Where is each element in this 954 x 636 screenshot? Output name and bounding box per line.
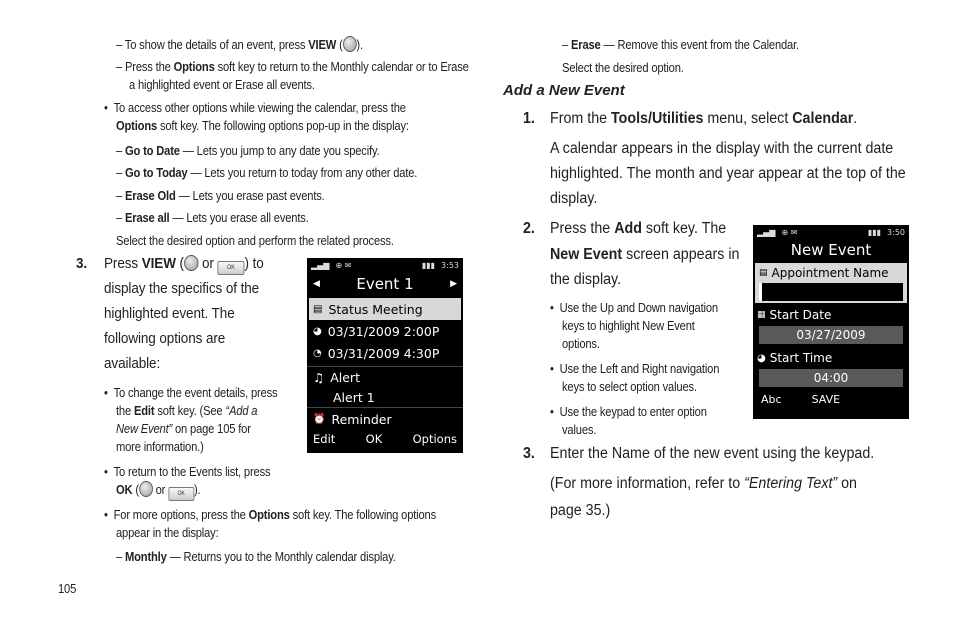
event-title: Event 1 (356, 275, 414, 293)
bullet-keypad: • Use the keypad to enter option (550, 404, 707, 419)
bullet-keypad-line2: values. (562, 422, 597, 437)
left-arrow-icon[interactable]: ◀ (313, 279, 320, 289)
bullet-access-options: • To access other options while viewing the calendar, press the (104, 100, 406, 115)
ok-key-icon: OK (168, 487, 194, 501)
start-time-label: ◕ Start Time (757, 351, 833, 365)
select-desired-option: Select the desired option. (562, 60, 684, 75)
softkey-ok[interactable]: OK (365, 432, 383, 446)
opt-go-to-today: – Go to Today — Lets you return to today from any other date. (116, 165, 418, 180)
step-3b-para-line2: page 35.) (550, 502, 611, 519)
row-end-datetime[interactable]: ◔ 03/31/2009 4:30P (313, 345, 440, 361)
status-time: 3:53 (441, 260, 459, 270)
softkey-edit[interactable]: Edit (313, 432, 336, 446)
start-time-field[interactable]: 04:00 (759, 369, 903, 387)
battery-icon: ▮▮▮ (421, 260, 436, 270)
title-bar (307, 272, 463, 296)
bullet-up-down: • Use the Up and Down navigation (550, 300, 718, 315)
appt-name-label: ▤ Appointment Name (759, 266, 889, 280)
note-icon: ▤ (313, 303, 323, 315)
right-arrow-icon[interactable]: ▶ (450, 279, 457, 289)
step-2-line1: Press the Add soft key. The (550, 220, 727, 237)
step-1-para-line3: display. (550, 190, 598, 207)
row-status-meeting[interactable]: ▤ Status Meeting (309, 298, 461, 320)
softkey-save[interactable]: SAVE (811, 393, 841, 406)
new-event-title: New Event (790, 241, 872, 259)
start-date-field[interactable]: 03/27/2009 (759, 326, 903, 344)
dash-options-return-line2: a highlighted event or Erase all events. (129, 77, 315, 92)
bullet-change-details-line4: more information.) (116, 439, 204, 454)
appt-name-input[interactable] (759, 283, 903, 301)
step-2-line3: the display. (550, 271, 622, 288)
step-3b-number: 3. (523, 445, 535, 462)
bullet-up-down-line2: keys to highlight New Event (562, 318, 695, 333)
bullet-more-options-line2: appear in the display: (116, 525, 219, 540)
step-3-number: 3. (76, 255, 88, 272)
dash-view-details: – To show the details of an event, press VIEW ( ). (116, 37, 363, 52)
row-reminder[interactable]: ⏰ Reminder (307, 407, 463, 430)
opt-monthly: – Monthly — Returns you to the Monthly calendar display. (116, 549, 396, 564)
nav-key-icon (184, 255, 198, 271)
music-note-icon: ♫ (313, 369, 325, 385)
ok-key-icon: OK (217, 261, 244, 275)
step-2-line2: New Event screen appears in (550, 246, 740, 263)
alarm-icon: ⏰ (313, 413, 326, 425)
step-3-line3: highlighted event. The (104, 305, 235, 322)
clock-icon: ◕ (313, 325, 322, 337)
status-bar (307, 258, 463, 272)
dash-options-return: – Press the Options soft key to return to the Monthly calendar or to Erase (116, 59, 469, 74)
event-details-screenshot (307, 258, 463, 453)
nav-icons: ⊕ ✉ (335, 260, 352, 270)
opt-erase: – Erase — Remove this event from the Calendar. (562, 37, 799, 52)
step-3b-para: (For more information, refer to “Entering Text” on (550, 475, 858, 492)
appt-name-row[interactable] (755, 263, 907, 303)
signal-icon: ▂▄▆ (311, 260, 330, 270)
note-icon: ▤ (759, 268, 768, 278)
bullet-change-details-line3: New Event” on page 105 for (116, 421, 251, 436)
step-1-text: From the Tools/Utilities menu, select Calendar. (550, 110, 858, 127)
page-number: 105 (58, 581, 77, 596)
bullet-return-events-line2: OK ( or OK ). (116, 481, 200, 501)
bullet-change-details: • To change the event details, press (104, 385, 278, 400)
step-3-line5: available: (104, 355, 161, 372)
section-heading: Add a New Event (503, 82, 625, 99)
nav-key-icon (139, 481, 153, 497)
clock-icon: ◕ (757, 352, 766, 364)
step-1-number: 1. (523, 110, 535, 127)
bullet-return-events: • To return to the Events list, press (104, 464, 271, 479)
status-bar (753, 225, 909, 239)
softkey-bar (753, 387, 909, 406)
step-1-para-line1: A calendar appears in the display with the current date (550, 140, 894, 157)
start-date-label: ▦ Start Date (757, 308, 832, 322)
row-start-datetime[interactable]: ◕ 03/31/2009 2:00P (313, 323, 440, 339)
clock-end-icon: ◔ (313, 347, 322, 359)
row-alert[interactable]: ♫ Alert (307, 366, 463, 387)
step-3-line1: Press VIEW ( or OK ) to (104, 251, 264, 276)
step-2-number: 2. (523, 220, 535, 237)
nav-key-icon (343, 36, 357, 52)
opt-erase-all: – Erase all — Lets you erase all events. (116, 210, 309, 225)
step-3b-text: Enter the Name of the new event using the keypad. (550, 445, 875, 462)
select-option-text: Select the desired option and perform the related process. (116, 233, 394, 248)
status-time: 3:50 (887, 227, 905, 237)
softkey-options[interactable]: Options (412, 432, 457, 446)
bullet-left-right: • Use the Left and Right navigation (550, 361, 720, 376)
bullet-up-down-line3: options. (562, 336, 600, 351)
step-3-line4: following options are (104, 330, 226, 347)
step-3-line2: display the specifics of the (104, 280, 260, 297)
new-event-screenshot (753, 225, 909, 419)
bullet-change-details-line2: the Edit soft key. (See “Add a (116, 403, 258, 418)
softkey-bar (307, 432, 463, 446)
battery-icon: ▮▮▮ (867, 227, 882, 237)
opt-go-to-date: – Go to Date — Lets you jump to any date you specify. (116, 143, 380, 158)
opt-erase-old: – Erase Old — Lets you erase past events. (116, 188, 325, 203)
signal-icon: ▂▄▆ (757, 227, 776, 237)
nav-icons: ⊕ ✉ (781, 227, 798, 237)
bullet-access-options-line2: Options soft key. The following options pop-up in the display: (116, 118, 409, 133)
bullet-more-options: • For more options, press the Options soft key. The following options (104, 507, 437, 522)
bullet-left-right-line2: keys to select option values. (562, 379, 697, 394)
calendar-icon: ▦ (757, 310, 766, 320)
step-1-para-line2: highlighted. The month and year appear at the top of the (550, 165, 906, 182)
row-alert-value: Alert 1 (333, 389, 375, 405)
softkey-abc[interactable]: Abc (761, 393, 782, 406)
